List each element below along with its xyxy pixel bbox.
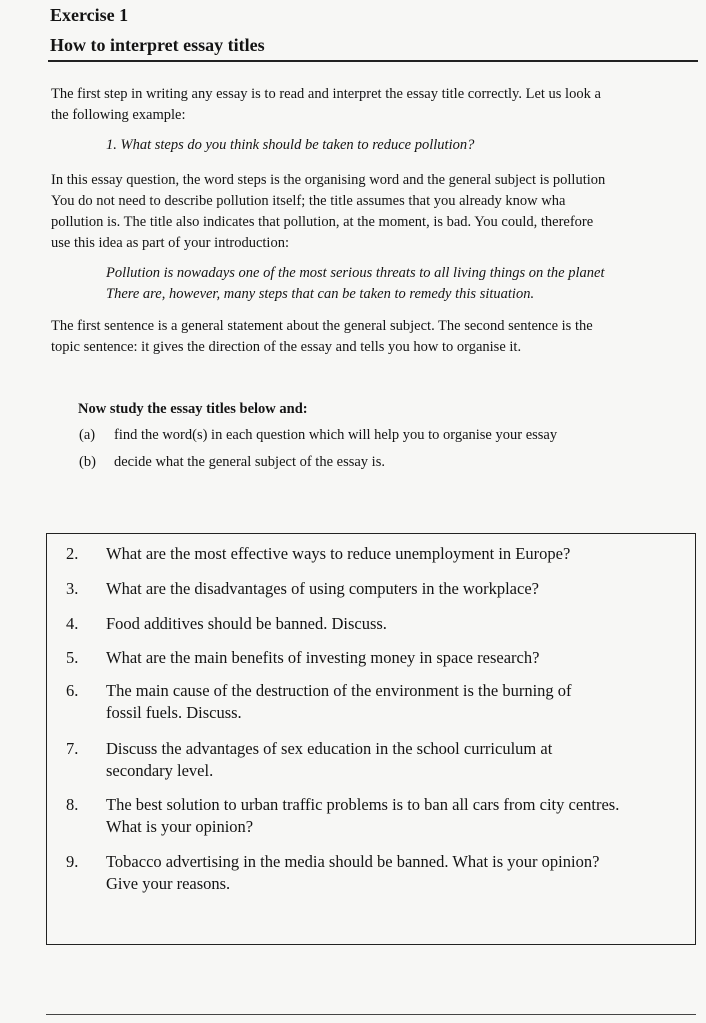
question-number: 6. (66, 681, 79, 700)
explanation-line: You do not need to describe pollution itself; the title assumes that you already know wha (51, 193, 566, 209)
task-label: (b) (79, 454, 96, 470)
question-text: What are the most effective ways to reduce unemployment in Europe? (106, 544, 571, 563)
question-text: fossil fuels. Discuss. (106, 703, 242, 722)
task-b (79, 454, 385, 471)
question-text: Discuss the advantages of sex education in the school curriculum at (106, 739, 553, 758)
exercise-label: Exercise 1 (50, 5, 129, 25)
intro-line: the following example: (51, 107, 186, 123)
question-text: What are the main benefits of investing money in space research? (106, 648, 540, 667)
task-label: (a) (79, 427, 96, 443)
explanation-line: In this essay question, the word steps is the organising word and the general subject is pollution (51, 172, 606, 188)
task-text: decide what the general subject of the essay is. (114, 454, 385, 470)
question-number: 7. (66, 739, 79, 758)
example-intro-line: There are, however, many steps that can be taken to remedy this situation. (106, 286, 535, 302)
example-introduction (106, 263, 605, 305)
intro-line: The first step in writing any essay is to read and interpret the essay title correctly. Let us look a (51, 86, 601, 102)
commentary-line: topic sentence: it gives the direction of the essay and tells you how to organise it. (51, 339, 522, 355)
question-number: 8. (66, 795, 79, 814)
question-number: 9. (66, 852, 79, 871)
question-text: What are the disadvantages of using computers in the workplace? (106, 579, 539, 598)
task-text: find the word(s) in each question which will help you to organise your essay (114, 427, 558, 443)
example-question: 1. What steps do you think should be taken to reduce pollution? (106, 137, 475, 153)
question-text: secondary level. (106, 761, 214, 780)
instructions-heading: Now study the essay titles below and: (78, 401, 308, 417)
intro-paragraph (51, 84, 601, 126)
commentary-line: The first sentence is a general statement about the general subject. The second sentence is the (51, 318, 593, 334)
task-a (79, 427, 557, 444)
explanation-paragraph (51, 170, 605, 254)
question-text: What is your opinion? (106, 817, 254, 836)
question-text: Food additives should be banned. Discuss. (106, 614, 387, 633)
commentary-paragraph (51, 316, 593, 358)
question-text: The main cause of the destruction of the environment is the burning of (106, 681, 572, 700)
question-text: Give your reasons. (106, 874, 231, 893)
explanation-line: pollution is. The title also indicates that pollution, at the moment, is bad. You could, therefore (51, 214, 594, 230)
question-text: The best solution to urban traffic problems is to ban all cars from city centres. (106, 795, 620, 814)
title-divider (48, 60, 698, 62)
bottom-rule (46, 1014, 696, 1015)
example-intro-line: Pollution is nowadays one of the most serious threats to all living things on the planet (106, 265, 605, 281)
question-number: 2. (66, 544, 79, 563)
question-number: 3. (66, 579, 79, 598)
page-title: How to interpret essay titles (50, 35, 265, 55)
explanation-line: use this idea as part of your introduction: (51, 235, 289, 251)
question-text: Tobacco advertising in the media should be banned. What is your opinion? (106, 852, 600, 871)
question-number: 4. (66, 614, 79, 633)
question-number: 5. (66, 648, 79, 667)
